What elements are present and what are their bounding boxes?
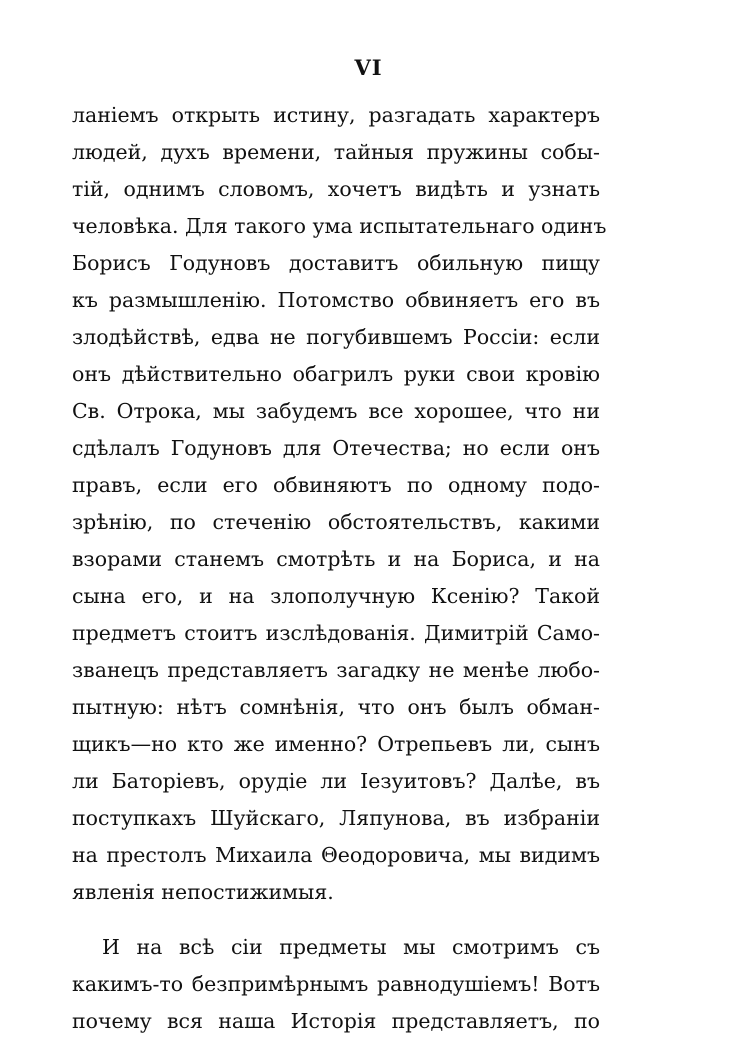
- text-line: предметъ стоитъ изслѣдованія. Димитрій Само-: [72, 621, 600, 645]
- text-line: сдѣлалъ Годуновъ для Отечества; но если онъ: [72, 436, 600, 460]
- text-line: сына его, и на злополучную Ксенію? Такой: [72, 584, 600, 608]
- text-line: взорами станемъ смотрѣть и на Бориса, и на: [72, 547, 600, 571]
- text-line: человѣка. Для такого ума испытательнаго одинъ: [72, 214, 607, 238]
- text-line: щикъ—но кто же именно? Отрепьевъ ли, сынъ: [72, 732, 600, 756]
- text-line: Борисъ Годуновъ доставитъ обильную пищу: [72, 251, 600, 275]
- paragraph-gap: [72, 911, 600, 929]
- text-line: зрѣнію, по стеченію обстоятельствъ, какими: [72, 510, 600, 534]
- text-line: И на всѣ сіи предметы мы смотримъ съ: [102, 935, 600, 959]
- text-line: поступкахъ Шуйскаго, Ляпунова, въ избраніи: [72, 806, 600, 830]
- body-text: [72, 97, 607, 1040]
- text-line: злодѣйствѣ, едва не погубившемъ Россіи: если: [72, 325, 600, 349]
- text-line: Св. Отрока, мы забудемъ все хорошее, что ни: [72, 399, 600, 423]
- text-line: къ размышленію. Потомство обвиняетъ его въ: [72, 288, 600, 312]
- text-line: пытную: нѣтъ сомнѣнія, что онъ былъ обман-: [72, 695, 600, 719]
- text-line: почему вся наша Исторія представляетъ, по: [72, 1009, 600, 1033]
- text-line: тій, однимъ словомъ, хочетъ видѣть и узнать: [72, 177, 600, 201]
- text-line: правъ, если его обвиняютъ по одному подо-: [72, 473, 600, 497]
- text-line: какимъ-то безпримѣрнымъ равнодушіемъ! Вотъ: [72, 972, 600, 996]
- paragraph-2: [72, 929, 600, 1040]
- text-line: онъ дѣйствительно обагрилъ руки свои кровію: [72, 362, 600, 386]
- text-line: на престолъ Михаила Θеодоровича, мы видимъ: [72, 843, 600, 867]
- text-line: явленія непостижимыя.: [72, 880, 334, 904]
- text-line: людей, духъ времени, тайныя пружины собы-: [72, 140, 600, 164]
- paragraph-1: [72, 97, 607, 911]
- text-line: званецъ представляетъ загадку не менѣе любо-: [72, 658, 600, 682]
- text-line: ланіемъ открыть истину, разгадать характеръ: [72, 103, 600, 127]
- page-number: VI: [354, 55, 383, 80]
- text-line: ли Баторіевъ, орудіе ли Іезуитовъ? Далѣе, въ: [72, 769, 600, 793]
